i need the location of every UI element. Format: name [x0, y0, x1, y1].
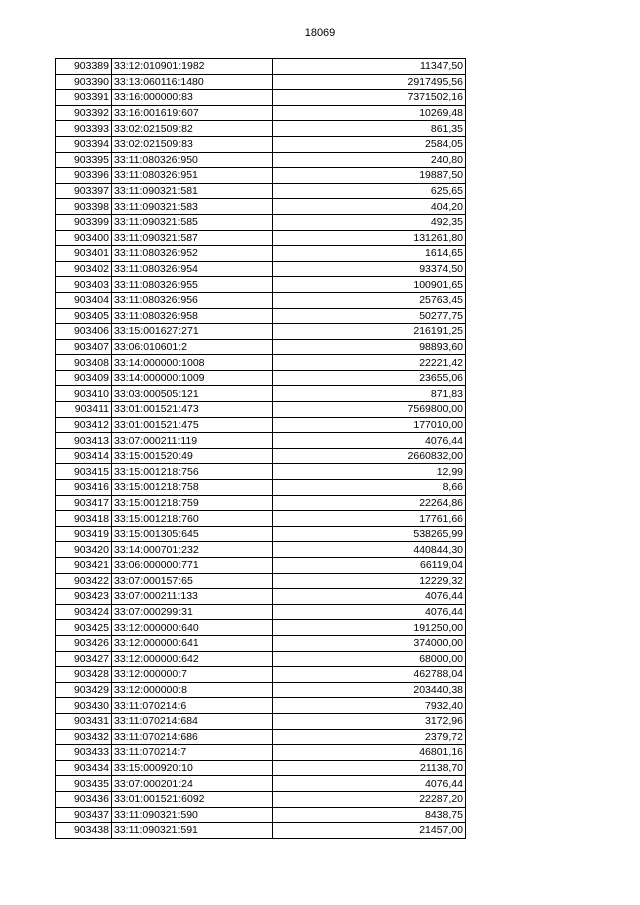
row-id-cell: 903394 [56, 136, 112, 152]
cadastral-number-cell: 33:14:000000:1008 [112, 355, 273, 371]
value-cell: 871,83 [273, 386, 466, 402]
row-id-cell: 903421 [56, 558, 112, 574]
value-cell: 3172,96 [273, 713, 466, 729]
cadastral-number-cell: 33:11:090321:583 [112, 199, 273, 215]
value-cell: 191250,00 [273, 620, 466, 636]
value-cell: 22264,86 [273, 495, 466, 511]
value-cell: 98893,60 [273, 339, 466, 355]
row-id-cell: 903426 [56, 635, 112, 651]
row-id-cell: 903407 [56, 339, 112, 355]
row-id-cell: 903434 [56, 760, 112, 776]
row-id-cell: 903410 [56, 386, 112, 402]
table-row [56, 433, 466, 449]
row-id-cell: 903432 [56, 729, 112, 745]
table-row [56, 620, 466, 636]
row-id-cell: 903419 [56, 526, 112, 542]
row-id-cell: 903417 [56, 495, 112, 511]
cadastral-number-cell: 33:12:000000:8 [112, 682, 273, 698]
cadastral-number-cell: 33:02:021509:83 [112, 136, 273, 152]
row-id-cell: 903431 [56, 713, 112, 729]
cadastral-number-cell: 33:11:080326:950 [112, 152, 273, 168]
row-id-cell: 903398 [56, 199, 112, 215]
cadastral-number-cell: 33:11:080326:955 [112, 277, 273, 293]
cadastral-number-cell: 33:01:001521:475 [112, 417, 273, 433]
row-id-cell: 903422 [56, 573, 112, 589]
table-row [56, 90, 466, 106]
cadastral-number-cell: 33:11:090321:587 [112, 230, 273, 246]
table-body [56, 59, 466, 839]
table-row [56, 542, 466, 558]
cadastral-number-cell: 33:15:001218:756 [112, 464, 273, 480]
cadastral-number-cell: 33:16:000000:83 [112, 90, 273, 106]
table-row [56, 776, 466, 792]
cadastral-number-cell: 33:07:000211:133 [112, 589, 273, 605]
cadastral-number-cell: 33:14:000000:1009 [112, 370, 273, 386]
value-cell: 492,35 [273, 214, 466, 230]
table-row [56, 448, 466, 464]
value-cell: 131261,80 [273, 230, 466, 246]
row-id-cell: 903427 [56, 651, 112, 667]
cadastral-number-cell: 33:15:001305:645 [112, 526, 273, 542]
row-id-cell: 903397 [56, 183, 112, 199]
row-id-cell: 903412 [56, 417, 112, 433]
cadastral-number-cell: 33:11:090321:591 [112, 823, 273, 839]
value-cell: 177010,00 [273, 417, 466, 433]
value-cell: 21457,00 [273, 823, 466, 839]
row-id-cell: 903404 [56, 292, 112, 308]
row-id-cell: 903390 [56, 74, 112, 90]
row-id-cell: 903413 [56, 433, 112, 449]
table-row [56, 713, 466, 729]
cadastral-number-cell: 33:02:021509:82 [112, 121, 273, 137]
value-cell: 625,65 [273, 183, 466, 199]
table-row [56, 604, 466, 620]
table-row [56, 121, 466, 137]
cadastral-number-cell: 33:15:001218:759 [112, 495, 273, 511]
value-cell: 240,80 [273, 152, 466, 168]
value-cell: 7569800,00 [273, 402, 466, 418]
table-row [56, 526, 466, 542]
cadastral-number-cell: 33:06:000000:771 [112, 558, 273, 574]
table-row [56, 791, 466, 807]
row-id-cell: 903400 [56, 230, 112, 246]
row-id-cell: 903416 [56, 480, 112, 496]
value-cell: 68000,00 [273, 651, 466, 667]
value-cell: 2917495,56 [273, 74, 466, 90]
value-cell: 23655,06 [273, 370, 466, 386]
table-row [56, 807, 466, 823]
value-cell: 7932,40 [273, 698, 466, 714]
table-row [56, 261, 466, 277]
value-cell: 50277,75 [273, 308, 466, 324]
row-id-cell: 903414 [56, 448, 112, 464]
cadastral-number-cell: 33:15:001218:758 [112, 480, 273, 496]
value-cell: 46801,16 [273, 745, 466, 761]
cadastral-number-cell: 33:07:000157:65 [112, 573, 273, 589]
value-cell: 22221,42 [273, 355, 466, 371]
row-id-cell: 903399 [56, 214, 112, 230]
cadastral-number-cell: 33:11:070214:686 [112, 729, 273, 745]
table-row [56, 480, 466, 496]
table-row [56, 558, 466, 574]
table-row [56, 573, 466, 589]
cadastral-number-cell: 33:06:010601:2 [112, 339, 273, 355]
row-id-cell: 903429 [56, 682, 112, 698]
row-id-cell: 903406 [56, 324, 112, 340]
value-cell: 12,99 [273, 464, 466, 480]
table-row [56, 199, 466, 215]
table-row [56, 698, 466, 714]
value-cell: 1614,65 [273, 246, 466, 262]
table-row [56, 635, 466, 651]
table-row [56, 745, 466, 761]
cadastral-number-cell: 33:07:000211:119 [112, 433, 273, 449]
table-row [56, 667, 466, 683]
row-id-cell: 903402 [56, 261, 112, 277]
row-id-cell: 903438 [56, 823, 112, 839]
cadastral-number-cell: 33:11:070214:684 [112, 713, 273, 729]
cadastral-number-cell: 33:11:080326:956 [112, 292, 273, 308]
table-row [56, 495, 466, 511]
value-cell: 8,66 [273, 480, 466, 496]
row-id-cell: 903433 [56, 745, 112, 761]
row-id-cell: 903415 [56, 464, 112, 480]
cadastral-number-cell: 33:07:000299:31 [112, 604, 273, 620]
cadastral-number-cell: 33:11:080326:958 [112, 308, 273, 324]
table-row [56, 402, 466, 418]
value-cell: 2379,72 [273, 729, 466, 745]
row-id-cell: 903401 [56, 246, 112, 262]
table-row [56, 74, 466, 90]
cadastral-number-cell: 33:11:080326:954 [112, 261, 273, 277]
cadastral-number-cell: 33:03:000505:121 [112, 386, 273, 402]
value-cell: 216191,25 [273, 324, 466, 340]
value-cell: 203440,38 [273, 682, 466, 698]
cadastral-number-cell: 33:11:090321:581 [112, 183, 273, 199]
table-row [56, 152, 466, 168]
value-cell: 25763,45 [273, 292, 466, 308]
row-id-cell: 903437 [56, 807, 112, 823]
cadastral-number-cell: 33:13:060116:1480 [112, 74, 273, 90]
table-row [56, 823, 466, 839]
value-cell: 7371502,16 [273, 90, 466, 106]
table-row [56, 59, 466, 75]
data-table [55, 58, 466, 839]
value-cell: 10269,48 [273, 105, 466, 121]
table-row [56, 760, 466, 776]
row-id-cell: 903435 [56, 776, 112, 792]
value-cell: 4076,44 [273, 776, 466, 792]
row-id-cell: 903389 [56, 59, 112, 75]
value-cell: 404,20 [273, 199, 466, 215]
row-id-cell: 903411 [56, 402, 112, 418]
table-row [56, 355, 466, 371]
row-id-cell: 903393 [56, 121, 112, 137]
row-id-cell: 903418 [56, 511, 112, 527]
cadastral-number-cell: 33:11:070214:7 [112, 745, 273, 761]
table-row [56, 729, 466, 745]
cadastral-number-cell: 33:12:000000:642 [112, 651, 273, 667]
value-cell: 4076,44 [273, 589, 466, 605]
table-row [56, 651, 466, 667]
cadastral-number-cell: 33:11:070214:6 [112, 698, 273, 714]
cadastral-number-cell: 33:12:000000:641 [112, 635, 273, 651]
row-id-cell: 903436 [56, 791, 112, 807]
value-cell: 19887,50 [273, 168, 466, 184]
table-row [56, 324, 466, 340]
row-id-cell: 903420 [56, 542, 112, 558]
value-cell: 2584,05 [273, 136, 466, 152]
row-id-cell: 903423 [56, 589, 112, 605]
value-cell: 66119,04 [273, 558, 466, 574]
value-cell: 440844,30 [273, 542, 466, 558]
value-cell: 12229,32 [273, 573, 466, 589]
table-row [56, 308, 466, 324]
table-row [56, 464, 466, 480]
row-id-cell: 903392 [56, 105, 112, 121]
page-number: 18069 [304, 27, 336, 39]
table-row [56, 214, 466, 230]
table-row [56, 511, 466, 527]
value-cell: 462788,04 [273, 667, 466, 683]
row-id-cell: 903408 [56, 355, 112, 371]
cadastral-number-cell: 33:15:001218:760 [112, 511, 273, 527]
row-id-cell: 903391 [56, 90, 112, 106]
table-row [56, 246, 466, 262]
cadastral-number-cell: 33:01:001521:473 [112, 402, 273, 418]
row-id-cell: 903430 [56, 698, 112, 714]
row-id-cell: 903428 [56, 667, 112, 683]
cadastral-number-cell: 33:14:000701:232 [112, 542, 273, 558]
row-id-cell: 903403 [56, 277, 112, 293]
table-row [56, 339, 466, 355]
table-row [56, 386, 466, 402]
cadastral-number-cell: 33:07:000201:24 [112, 776, 273, 792]
table-row [56, 682, 466, 698]
cadastral-number-cell: 33:12:010901:1982 [112, 59, 273, 75]
table-row [56, 589, 466, 605]
row-id-cell: 903395 [56, 152, 112, 168]
value-cell: 17761,66 [273, 511, 466, 527]
cadastral-number-cell: 33:12:000000:7 [112, 667, 273, 683]
row-id-cell: 903409 [56, 370, 112, 386]
cadastral-number-cell: 33:11:090321:585 [112, 214, 273, 230]
value-cell: 22287,20 [273, 791, 466, 807]
table-row [56, 183, 466, 199]
table-row [56, 168, 466, 184]
value-cell: 93374,50 [273, 261, 466, 277]
table-row [56, 370, 466, 386]
cadastral-number-cell: 33:11:080326:951 [112, 168, 273, 184]
cadastral-number-cell: 33:15:001627:271 [112, 324, 273, 340]
table-row [56, 230, 466, 246]
cadastral-number-cell: 33:16:001619:607 [112, 105, 273, 121]
cadastral-number-cell: 33:11:080326:952 [112, 246, 273, 262]
table-row [56, 136, 466, 152]
value-cell: 100901,65 [273, 277, 466, 293]
value-cell: 861,35 [273, 121, 466, 137]
row-id-cell: 903424 [56, 604, 112, 620]
value-cell: 11347,50 [273, 59, 466, 75]
value-cell: 4076,44 [273, 604, 466, 620]
row-id-cell: 903405 [56, 308, 112, 324]
table-row [56, 105, 466, 121]
table-row [56, 292, 466, 308]
cadastral-number-cell: 33:15:000920:10 [112, 760, 273, 776]
value-cell: 538265,99 [273, 526, 466, 542]
cadastral-number-cell: 33:12:000000:640 [112, 620, 273, 636]
table-row [56, 277, 466, 293]
value-cell: 21138,70 [273, 760, 466, 776]
row-id-cell: 903396 [56, 168, 112, 184]
value-cell: 2660832,00 [273, 448, 466, 464]
table-row [56, 417, 466, 433]
row-id-cell: 903425 [56, 620, 112, 636]
cadastral-number-cell: 33:11:090321:590 [112, 807, 273, 823]
cadastral-number-cell: 33:15:001520:49 [112, 448, 273, 464]
cadastral-number-cell: 33:01:001521:6092 [112, 791, 273, 807]
value-cell: 4076,44 [273, 433, 466, 449]
value-cell: 374000,00 [273, 635, 466, 651]
value-cell: 8438,75 [273, 807, 466, 823]
